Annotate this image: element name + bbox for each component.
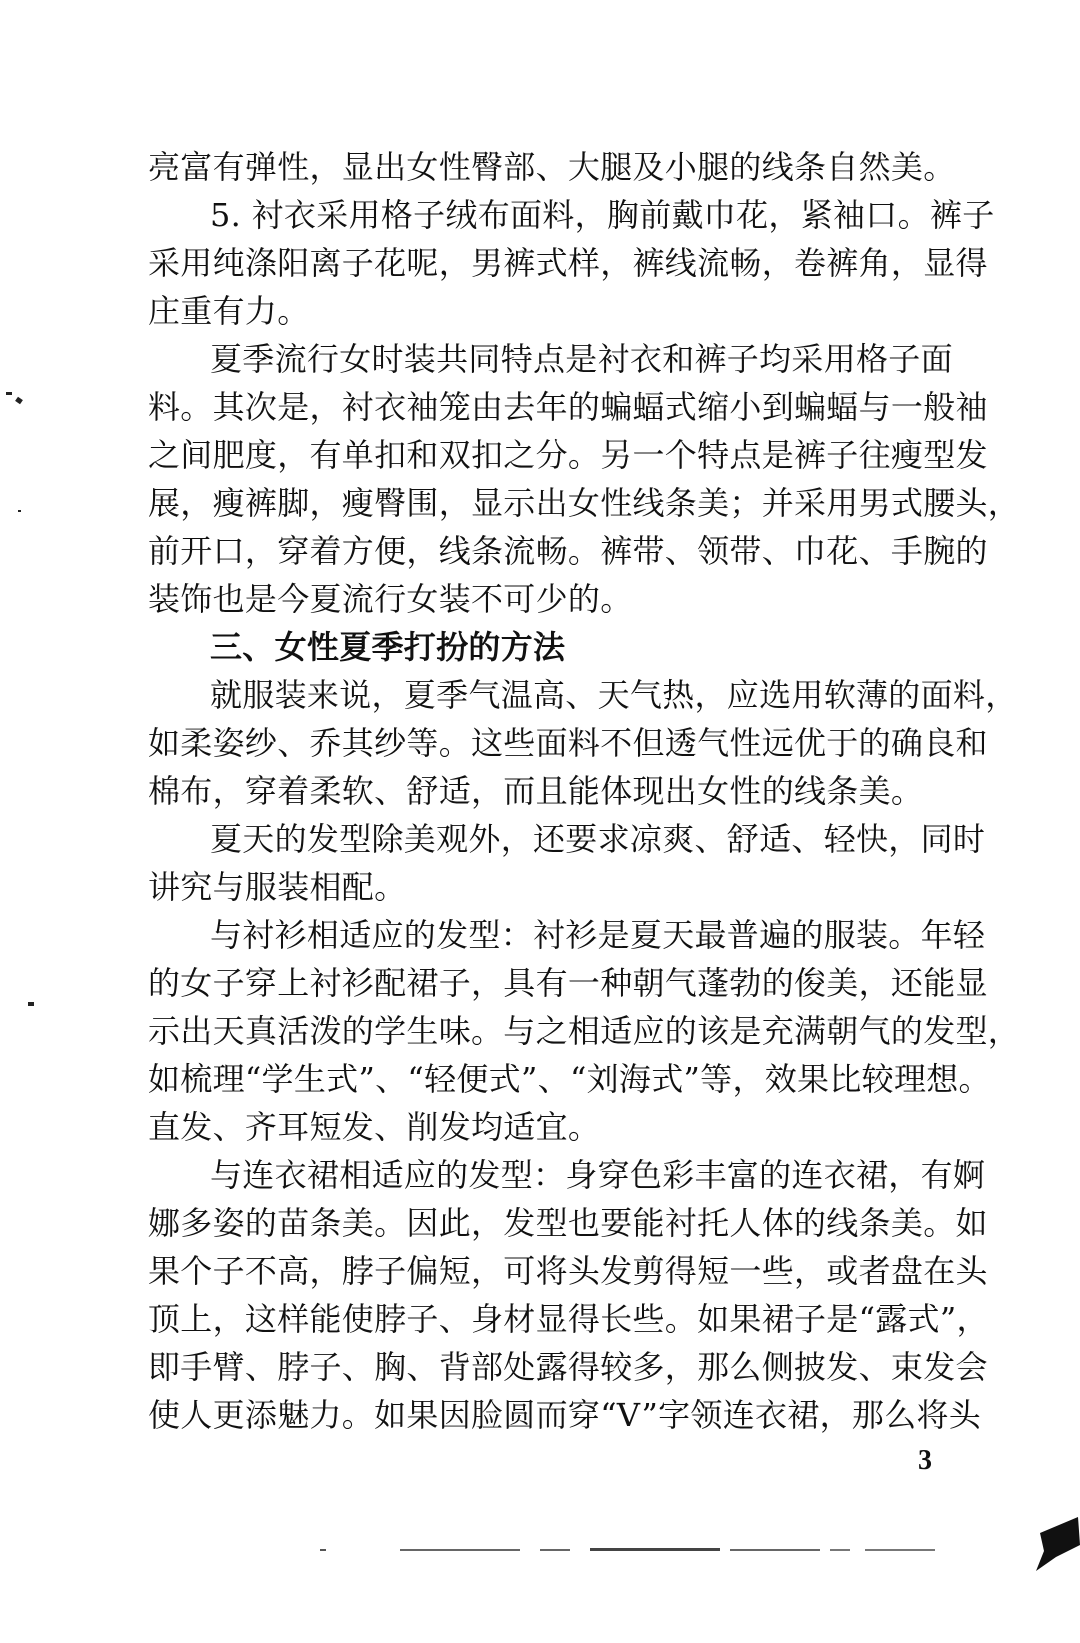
scan-smudge (1030, 1515, 1080, 1575)
text-line: 夏季流行女时装共同特点是衬衣和裤子均采用格子面 (210, 340, 953, 378)
text-line: 示出天真活泼的学生味。与之相适应的该是充满朝气的发型， (148, 1012, 1021, 1050)
text-line: 顶上，这样能使脖子、身材显得长些。如果裙子是“露式”， (148, 1300, 989, 1338)
text-line: 棉布，穿着柔软、舒适，而且能体现出女性的线条美。 (148, 772, 924, 810)
scan-noise (320, 1547, 940, 1553)
text-line: 如梳理“学生式”、“轻便式”、“刘海式”等，效果比较理想。 (148, 1060, 991, 1098)
text-line: 使人更添魅力。如果因脸圆而穿“V”字领连衣裙，那么将头 (148, 1396, 982, 1434)
section-heading: 三、女性夏季打扮的方法 (210, 628, 566, 666)
text-line: 展，瘦裤脚，瘦臀围，显示出女性线条美；并采用男式腰头， (148, 484, 1021, 522)
text-line: 娜多姿的苗条美。因此，发型也要能衬托人体的线条美。如 (148, 1204, 988, 1242)
text-line: 装饰也是今夏流行女装不可少的。 (148, 580, 633, 618)
text-line: 讲究与服装相配。 (148, 868, 407, 906)
text-line: 的女子穿上衬衫配裙子，具有一种朝气蓬勃的俊美，还能显 (148, 964, 988, 1002)
text-line: 庄重有力。 (148, 292, 310, 330)
scan-speck (15, 397, 23, 405)
page-number: 3 (918, 1445, 932, 1476)
body-text (148, 143, 1021, 1439)
text-line: 之间肥度，有单扣和双扣之分。另一个特点是裤子往瘦型发 (148, 436, 988, 474)
text-line: 即手臂、脖子、胸、背部处露得较多，那么侧披发、束发会 (148, 1348, 988, 1386)
text-line: 夏天的发型除美观外，还要求凉爽、舒适、轻快，同时 (210, 820, 986, 858)
text-line: 5. 衬衣采用格子绒布面料，胸前戴巾花，紧袖口。裤子 (210, 196, 995, 234)
text-line: 如柔姿纱、乔其纱等。这些面料不但透气性远优于的确良和 (148, 724, 988, 762)
scan-speck (18, 510, 21, 512)
text-line: 就服装来说，夏季气温高、天气热，应选用软薄的面料， (210, 676, 1018, 714)
text-line: 前开口，穿着方便，线条流畅。裤带、领带、巾花、手腕的 (148, 532, 988, 570)
text-line: 采用纯涤阳离子花呢，男裤式样，裤线流畅，卷裤角，显得 (148, 244, 988, 282)
text-line: 与连衣裙相适应的发型：身穿色彩丰富的连衣裙，有婀 (210, 1156, 986, 1194)
scan-speck (6, 392, 12, 395)
scan-speck (28, 1002, 34, 1006)
text-line: 料。其次是，衬衣袖笼由去年的蝙蝠式缩小到蝙蝠与一般袖 (148, 388, 988, 426)
text-line: 直发、齐耳短发、削发均适宜。 (148, 1108, 601, 1146)
text-line: 果个子不高，脖子偏短，可将头发剪得短一些，或者盘在头 (148, 1252, 988, 1290)
text-line: 亮富有弹性，显出女性臀部、大腿及小腿的线条自然美。 (148, 148, 956, 186)
text-line: 与衬衫相适应的发型：衬衫是夏天最普遍的服装。年轻 (210, 916, 986, 954)
